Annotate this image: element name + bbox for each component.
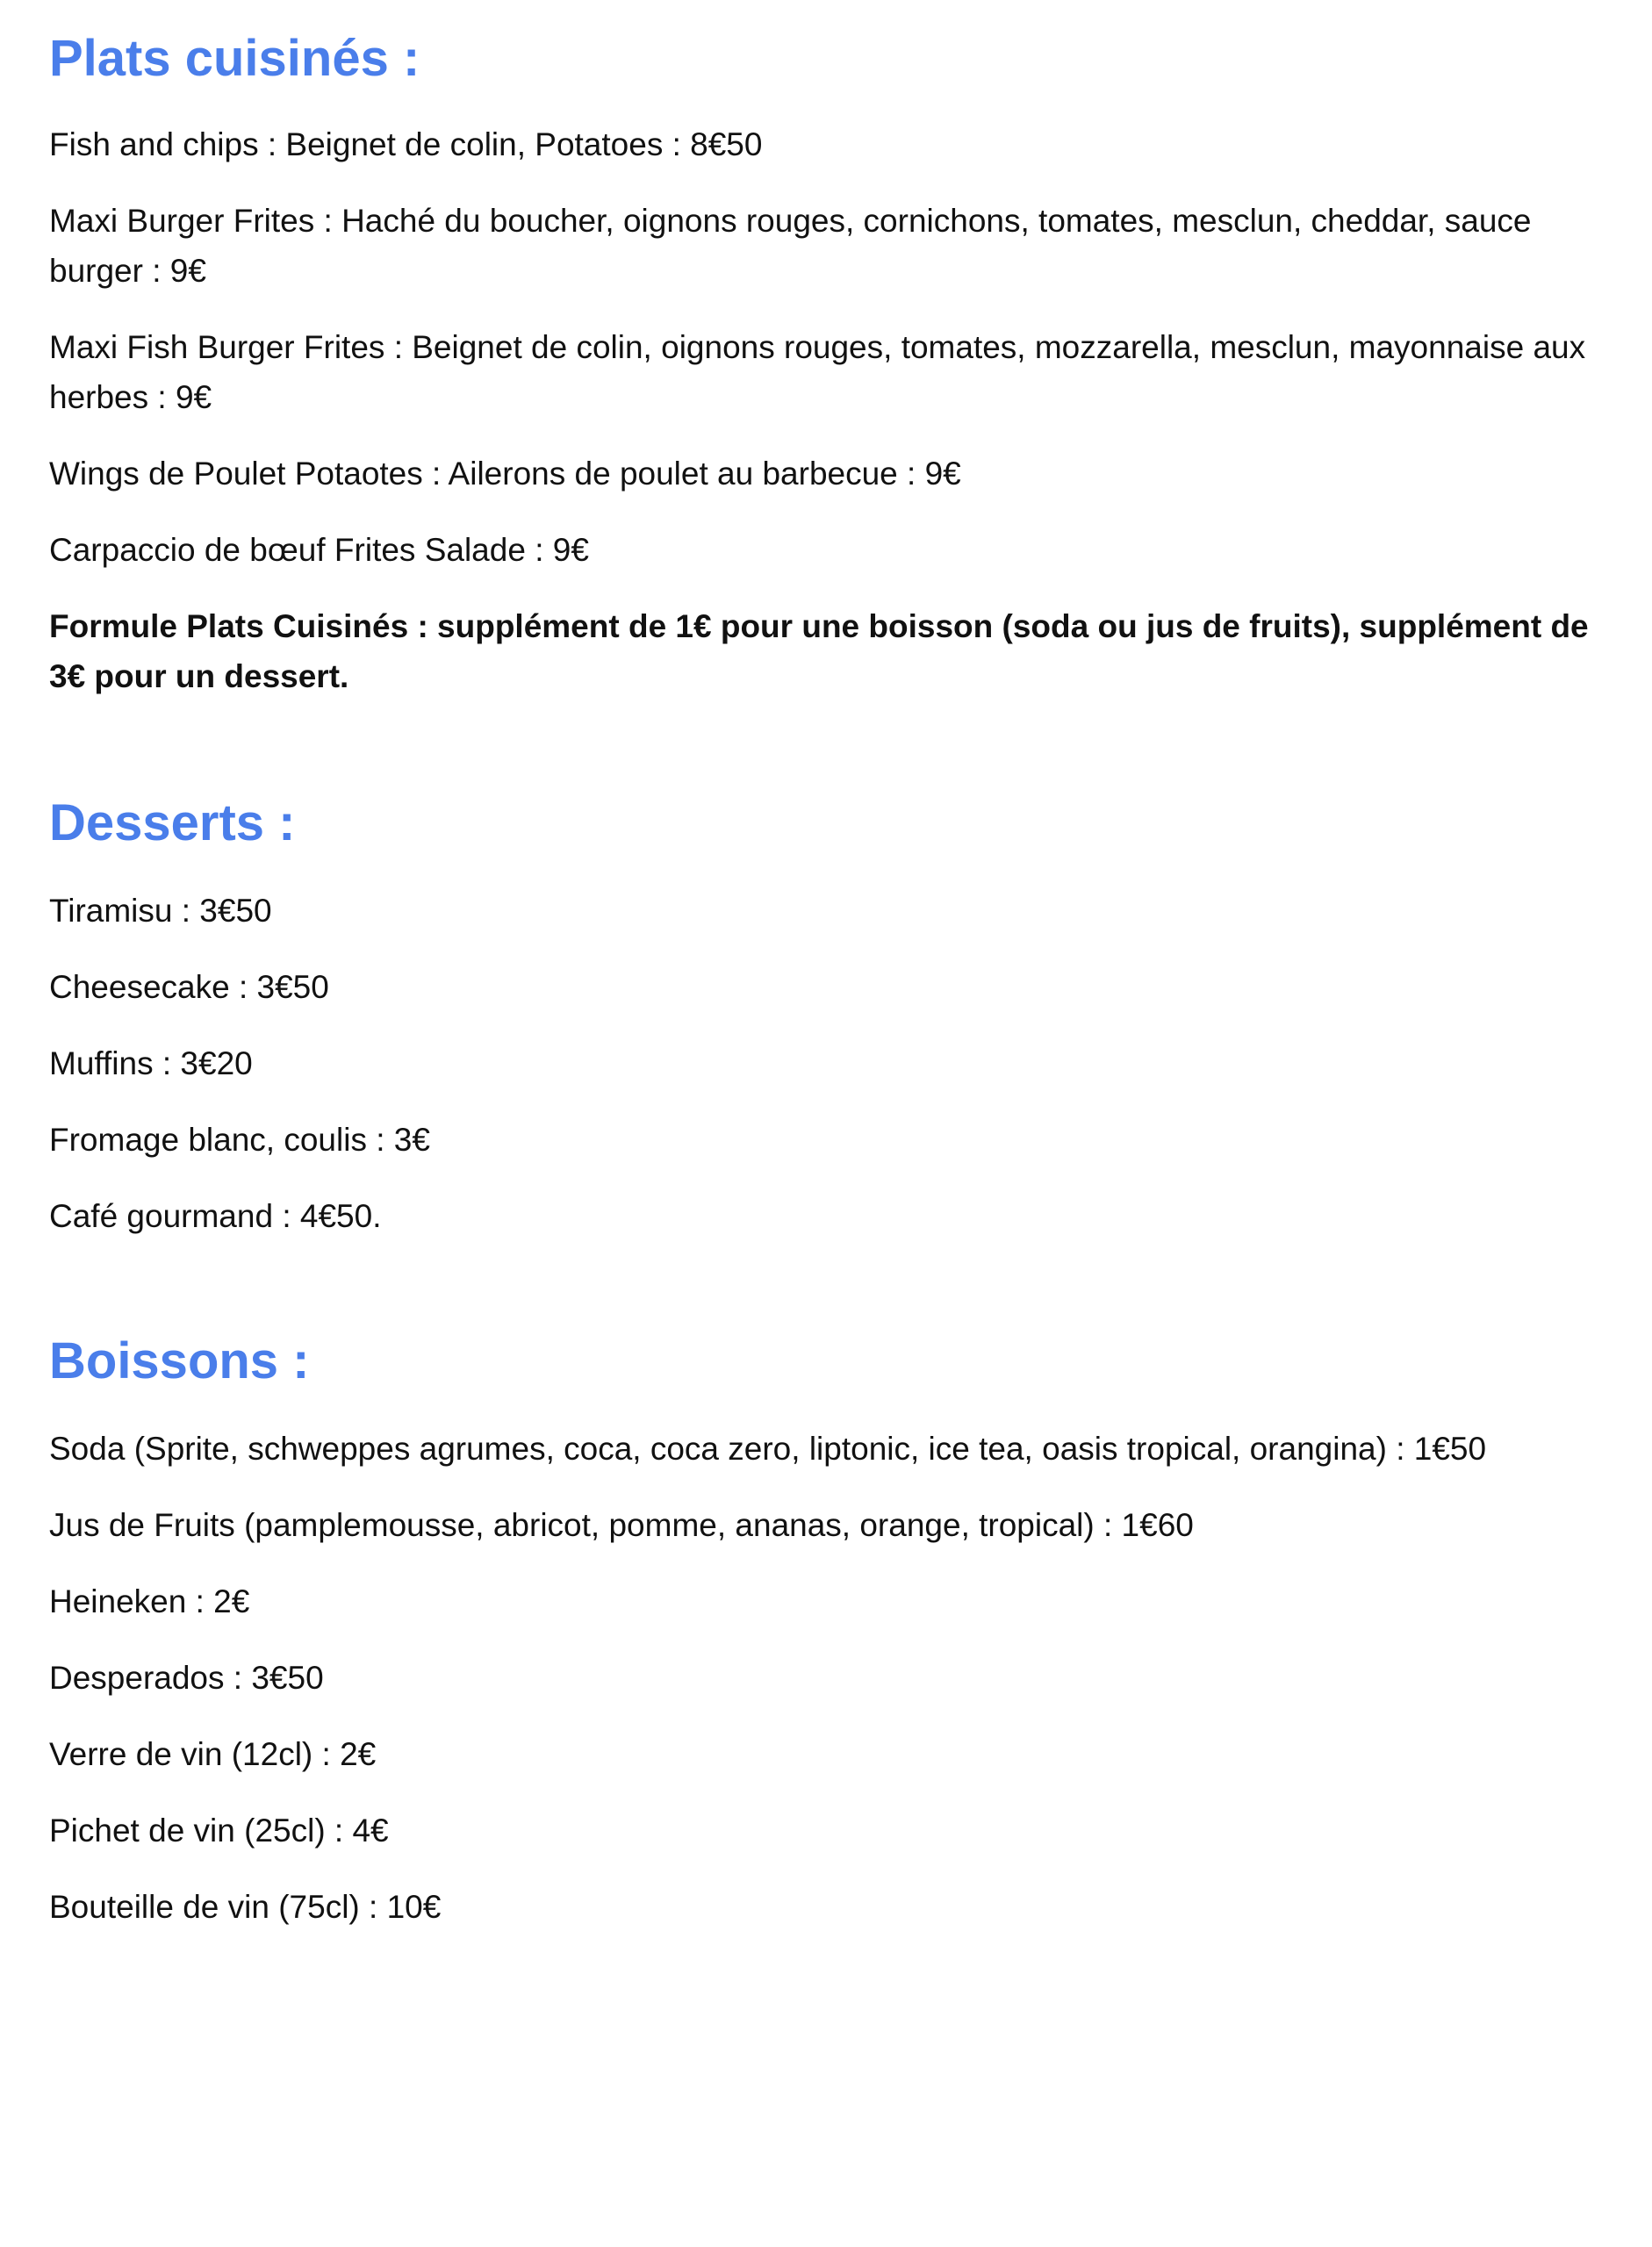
section-title-boissons: Boissons : (49, 1332, 310, 1389)
section-title-desserts: Desserts : (49, 794, 296, 851)
menu-item-pichet-de-vin: Pichet de vin (25cl) : 4€ (49, 1813, 389, 1849)
menu-item-fromage-blanc: Fromage blanc, coulis : 3€ (49, 1122, 430, 1158)
menu-item-cheesecake: Cheesecake : 3€50 (49, 969, 329, 1005)
menu-item-bouteille-de-vin: Bouteille de vin (75cl) : 10€ (49, 1889, 442, 1925)
formule-note: Formule Plats Cuisinés : supplément de 1€ pour une boisson (soda ou jus de fruits), supplément de 3€ pour un dessert. (49, 608, 1589, 694)
menu-item-cafe-gourmand: Café gourmand : 4€50. (49, 1198, 382, 1234)
section-title-plats: Plats cuisinés : (49, 30, 420, 87)
menu-item-maxi-burger: Maxi Burger Frites : Haché du boucher, oignons rouges, cornichons, tomates, mesclun, cheddar, sauce burger : 9€ (49, 203, 1532, 289)
menu-item-heineken: Heineken : 2€ (49, 1583, 250, 1619)
menu-item-tiramisu: Tiramisu : 3€50 (49, 893, 272, 929)
section-desserts (49, 794, 1599, 1241)
plats-list (49, 119, 1599, 701)
menu-item-muffins: Muffins : 3€20 (49, 1045, 253, 1081)
boissons-list (49, 1424, 1599, 1932)
menu-item-wings-poulet: Wings de Poulet Potaotes : Ailerons de poulet au barbecue : 9€ (49, 456, 961, 492)
desserts-list (49, 886, 1599, 1241)
menu-item-jus-de-fruits: Jus de Fruits (pamplemousse, abricot, pomme, ananas, orange, tropical) : 1€60 (49, 1507, 1194, 1543)
menu-item-desperados: Desperados : 3€50 (49, 1660, 324, 1696)
menu-item-fish-and-chips: Fish and chips : Beignet de colin, Potatoes : 8€50 (49, 126, 763, 162)
menu-item-verre-de-vin: Verre de vin (12cl) : 2€ (49, 1736, 377, 1772)
menu-item-maxi-fish-burger: Maxi Fish Burger Frites : Beignet de colin, oignons rouges, tomates, mozzarella, mesclun, mayonnaise aux herbes : 9€ (49, 329, 1586, 415)
menu-item-carpaccio: Carpaccio de bœuf Frites Salade : 9€ (49, 532, 589, 568)
section-plats-cuisines (49, 0, 1599, 701)
menu-item-soda: Soda (Sprite, schweppes agrumes, coca, coca zero, liptonic, ice tea, oasis tropical, orangina) : 1€50 (49, 1431, 1487, 1467)
section-boissons (49, 1332, 1599, 1932)
